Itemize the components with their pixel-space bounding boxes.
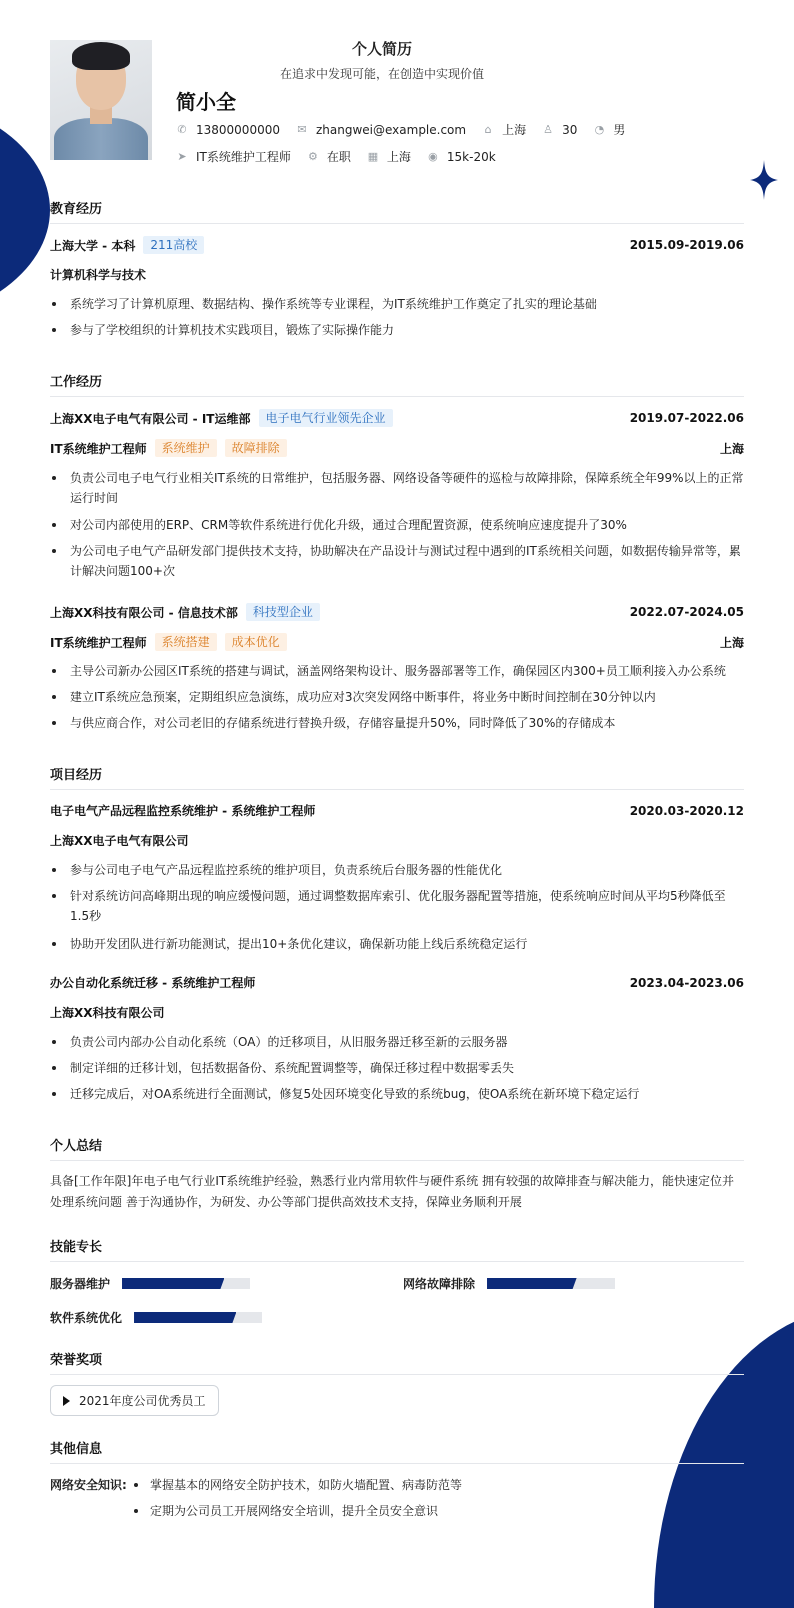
- gear-icon: ⚙: [307, 149, 318, 163]
- job-city: 上海: [719, 635, 744, 650]
- school-tag: 211高校: [143, 236, 204, 254]
- job-header: [50, 603, 744, 621]
- target-city: 上海: [386, 150, 411, 164]
- list-item: 与供应商合作，对公司老旧的存储系统进行替换升级，存储容量提升50%，同时降低了30%的存储成本: [50, 713, 744, 733]
- age: 30: [562, 122, 578, 137]
- phone: 13800000000: [196, 122, 280, 137]
- other-section-title: 其他信息: [50, 1438, 744, 1464]
- job-status: 在职: [326, 150, 351, 164]
- job-role-line: [50, 439, 744, 457]
- skill-bar: [122, 1278, 250, 1289]
- profile-photo: [50, 40, 152, 160]
- skill-item: [403, 1275, 615, 1292]
- list-item: 为公司电子电气产品研发部门提供技术支持，协助解决在产品设计与测试过程中遇到的IT系统相关问题，如数据传输异常等，累计解决问题100+次: [50, 541, 744, 581]
- skill-item: [50, 1275, 250, 1292]
- skill-tag: 故障排除: [225, 439, 287, 457]
- list-item: 负责公司电子电气行业相关IT系统的日常维护，包括服务器、网络设备等硬件的巡检与故障排除，保障系统全年99%以上的正常运行时间: [50, 468, 744, 508]
- company-tag: 电子电气行业领先企业: [259, 409, 393, 427]
- job-city: 上海: [719, 441, 744, 456]
- job-intent-row: [176, 148, 512, 165]
- list-item: 针对系统访问高峰期出现的响应缓慢问题，通过调整数据库索引、优化服务器配置等措施，使系统响应时间从平均5秒降低至1.5秒: [50, 886, 744, 926]
- summary-section-title: 个人总结: [50, 1135, 744, 1161]
- project-company-line: [50, 832, 744, 849]
- email: zhangwei@example.com: [315, 122, 467, 137]
- list-item: 负责公司内部办公自动化系统（OA）的迁移项目，从旧服务器迁移至新的云服务器: [50, 1032, 744, 1052]
- phone-icon: ✆: [177, 122, 187, 136]
- list-item: 参与公司电子电气产品远程监控系统的维护项目，负责系统后台服务器的性能优化: [50, 860, 744, 880]
- job-date: 2022.07-2024.05: [629, 605, 744, 619]
- left-decoration-shape: [0, 95, 50, 325]
- company-name: 上海XX电子电气有限公司 - IT运维部: [50, 411, 251, 426]
- project-name: 电子电气产品远程监控系统维护 - 系统维护工程师: [50, 804, 316, 818]
- building-icon: ▦: [367, 149, 379, 163]
- project-name: 办公自动化系统迁移 - 系统维护工程师: [50, 976, 256, 990]
- skill-bar-fill: [122, 1278, 224, 1289]
- education-section-title: 教育经历: [50, 198, 744, 224]
- project-company: 上海XX科技有限公司: [50, 1006, 165, 1020]
- expected-salary: 15k-20k: [446, 149, 496, 164]
- gender-icon: ◔: [594, 122, 605, 136]
- school-name: 上海大学 - 本科: [50, 238, 136, 253]
- job-role: IT系统维护工程师: [50, 441, 147, 456]
- list-item: 制定详细的迁移计划，包括数据备份、系统配置调整等，确保迁移过程中数据零丢失: [50, 1058, 744, 1078]
- skill-name: 服务器维护: [50, 1277, 111, 1291]
- skill-bar: [487, 1278, 615, 1289]
- contact-row: [176, 121, 641, 138]
- award-item[interactable]: [50, 1385, 219, 1416]
- target-position: IT系统维护工程师: [196, 150, 291, 164]
- location: 上海: [502, 123, 527, 137]
- skill-tag: 系统维护: [155, 439, 217, 457]
- skill-bar-fill: [487, 1278, 577, 1289]
- major-line: [50, 266, 744, 283]
- job-date: 2019.07-2022.06: [629, 411, 744, 425]
- list-item: 主导公司新办公园区IT系统的搭建与调试，涵盖网络架构设计、服务器部署等工作，确保园区内300+员工顺利接入办公系统: [50, 661, 744, 681]
- list-item: 系统学习了计算机原理、数据结构、操作系统等专业课程，为IT系统维护工作奠定了扎实的理论基础: [50, 294, 744, 314]
- list-item: 协助开发团队进行新功能测试，提出10+条优化建议，确保新功能上线后系统稳定运行: [50, 934, 744, 954]
- projects-section-title: 项目经历: [50, 764, 744, 790]
- project-company: 上海XX电子电气有限公司: [50, 834, 189, 848]
- project-date: 2023.04-2023.06: [629, 975, 744, 990]
- education-header: [50, 236, 744, 254]
- motto: 在追求中发现可能，在创造中实现价值: [279, 67, 484, 81]
- list-item: 建立IT系统应急预案，定期组织应急演练，成功应对3次突发网络中断事件，将业务中断时间控制在30分钟以内: [50, 687, 744, 707]
- other-label: 网络安全知识:: [50, 1478, 127, 1492]
- job-role-line: [50, 633, 744, 651]
- play-triangle-icon: [63, 1396, 70, 1406]
- project-header: [50, 974, 744, 991]
- award-label: 2021年度公司优秀员工: [79, 1394, 206, 1408]
- send-icon: ➤: [177, 149, 187, 163]
- list-item: 参与了学校组织的计算机技术实践项目，锻炼了实际操作能力: [50, 320, 744, 340]
- list-item: 对公司内部使用的ERP、CRM等软件系统进行优化升级，通过合理配置资源，使系统响应速度提升了30%: [50, 515, 744, 535]
- age-icon: ♙: [543, 122, 554, 136]
- job-header: [50, 409, 744, 427]
- skill-item: [50, 1309, 262, 1326]
- skills-section-title: 技能专长: [50, 1236, 744, 1262]
- project-date: 2020.03-2020.12: [629, 803, 744, 818]
- skill-name: 软件系统优化: [50, 1311, 123, 1325]
- home-icon: ⌂: [484, 122, 492, 136]
- list-item: 迁移完成后，对OA系统进行全面测试，修复5处因环境变化导致的系统bug，使OA系统在新环境下稳定运行: [50, 1084, 744, 1104]
- skill-bar-fill: [134, 1312, 236, 1323]
- work-section-title: 工作经历: [50, 371, 744, 397]
- skill-bar: [134, 1312, 262, 1323]
- document-title: 个人简历: [351, 40, 412, 58]
- sparkle-star-icon: [750, 160, 778, 200]
- project-company-line: [50, 1004, 744, 1021]
- company-name: 上海XX科技有限公司 - 信息技术部: [50, 605, 238, 620]
- salary-icon: ◉: [428, 149, 438, 163]
- list-item: 掌握基本的网络安全防护技术，如防火墙配置、病毒防范等: [132, 1475, 462, 1495]
- honors-section-title: 荣誉奖项: [50, 1349, 744, 1375]
- skill-name: 网络故障排除: [403, 1277, 476, 1291]
- job-role: IT系统维护工程师: [50, 635, 147, 650]
- candidate-name: 简小全: [176, 90, 236, 114]
- project-header: [50, 802, 744, 819]
- skill-tag: 成本优化: [225, 633, 287, 651]
- company-tag: 科技型企业: [246, 603, 320, 621]
- major: 计算机科学与技术: [50, 268, 147, 282]
- education-date: 2015.09-2019.06: [629, 238, 744, 252]
- list-item: 定期为公司员工开展网络安全培训，提升全员安全意识: [132, 1501, 438, 1521]
- skill-tag: 系统搭建: [155, 633, 217, 651]
- gender: 男: [613, 123, 626, 137]
- mail-icon: ✉: [297, 122, 307, 136]
- summary-text: 具备[工作年限]年电子电气行业IT系统维护经验，熟悉行业内常用软件与硬件系统 拥有较强的故障排查与解决能力，能快速定位并处理系统问题 善于沟通协作，为研发、办公等部门提供高效技术支持，保障业务顺利开展: [50, 1174, 735, 1209]
